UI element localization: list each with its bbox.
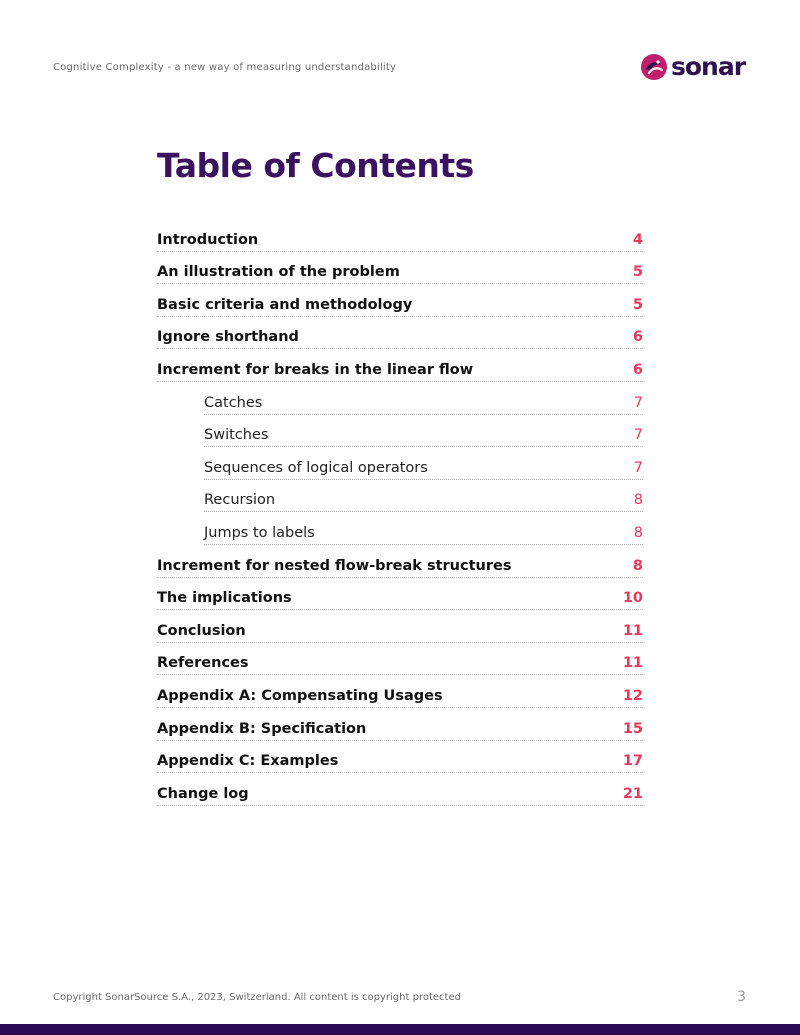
toc-entry-page: 12 <box>622 687 643 704</box>
bottom-accent-bar <box>0 1024 800 1035</box>
toc-entry-page: 11 <box>622 655 643 672</box>
toc-subentry[interactable] <box>204 480 643 513</box>
toc-entry-label: Appendix B: Specification <box>157 720 367 737</box>
toc-entry-page: 4 <box>632 231 643 248</box>
toc-entry-page: 8 <box>633 492 643 509</box>
toc-entry-page: 21 <box>622 785 643 802</box>
toc-entry-label: The implications <box>157 590 292 607</box>
toc-entry-page: 10 <box>622 590 643 607</box>
toc-entry-page: 8 <box>632 557 643 574</box>
toc-entry-label: Catches <box>204 394 263 411</box>
toc-entry-label: Basic criteria and methodology <box>157 296 413 313</box>
toc-entry-label: Jumps to labels <box>204 524 315 541</box>
running-header: Cognitive Complexity - a new way of measuring understandability <box>53 62 397 73</box>
page-number: 3 <box>737 989 746 1005</box>
toc-entry[interactable] <box>157 317 643 350</box>
table-of-contents <box>157 219 643 806</box>
toc-entry-label: Appendix C: Examples <box>157 753 339 770</box>
toc-entry[interactable] <box>157 643 643 676</box>
toc-entry-page: 7 <box>633 394 643 411</box>
toc-entry-label: Switches <box>204 427 269 444</box>
toc-entry[interactable] <box>157 610 643 643</box>
toc-entry[interactable] <box>157 708 643 741</box>
toc-subentry[interactable] <box>204 447 643 480</box>
toc-entry-label: An illustration of the problem <box>157 264 400 281</box>
copyright-footer: Copyright SonarSource S.A., 2023, Switzerland. All content is copyright protected <box>53 992 461 1003</box>
toc-entry-page: 7 <box>633 427 643 444</box>
sonar-logo <box>640 52 750 82</box>
toc-entry[interactable] <box>157 545 643 578</box>
toc-entry[interactable] <box>157 578 643 611</box>
toc-entry-page: 8 <box>633 524 643 541</box>
toc-entry-page: 7 <box>633 459 643 476</box>
toc-entry-label: Sequences of logical operators <box>204 459 428 476</box>
toc-entry[interactable] <box>157 773 643 806</box>
sonar-logo-icon <box>640 53 668 81</box>
toc-entry-page: 5 <box>632 296 643 313</box>
toc-subentry[interactable] <box>204 512 643 545</box>
toc-entry-label: Change log <box>157 785 249 802</box>
toc-subentry[interactable] <box>204 415 643 448</box>
toc-entry-label: Increment for breaks in the linear flow <box>157 361 474 378</box>
toc-subentry[interactable] <box>204 382 643 415</box>
toc-entry[interactable] <box>157 219 643 252</box>
toc-entry-label: Introduction <box>157 231 259 248</box>
page-title: Table of Contents <box>157 146 474 185</box>
toc-entry[interactable] <box>157 252 643 285</box>
toc-entry-page: 17 <box>622 753 643 770</box>
toc-entry[interactable] <box>157 284 643 317</box>
logo-wordmark: sonar <box>671 52 746 81</box>
toc-entry[interactable] <box>157 349 643 382</box>
toc-entry-page: 11 <box>622 622 643 639</box>
toc-entry-page: 6 <box>632 329 643 346</box>
toc-entry[interactable] <box>157 675 643 708</box>
toc-entry-label: References <box>157 655 249 672</box>
toc-entry-label: Appendix A: Compensating Usages <box>157 687 443 704</box>
toc-entry-page: 6 <box>632 361 643 378</box>
toc-entry-page: 5 <box>632 264 643 281</box>
toc-entry[interactable] <box>157 741 643 774</box>
toc-entry-page: 15 <box>622 720 643 737</box>
toc-entry-label: Ignore shorthand <box>157 329 299 346</box>
toc-entry-label: Recursion <box>204 492 276 509</box>
toc-entry-label: Increment for nested flow-break structures <box>157 557 512 574</box>
toc-entry-label: Conclusion <box>157 622 246 639</box>
